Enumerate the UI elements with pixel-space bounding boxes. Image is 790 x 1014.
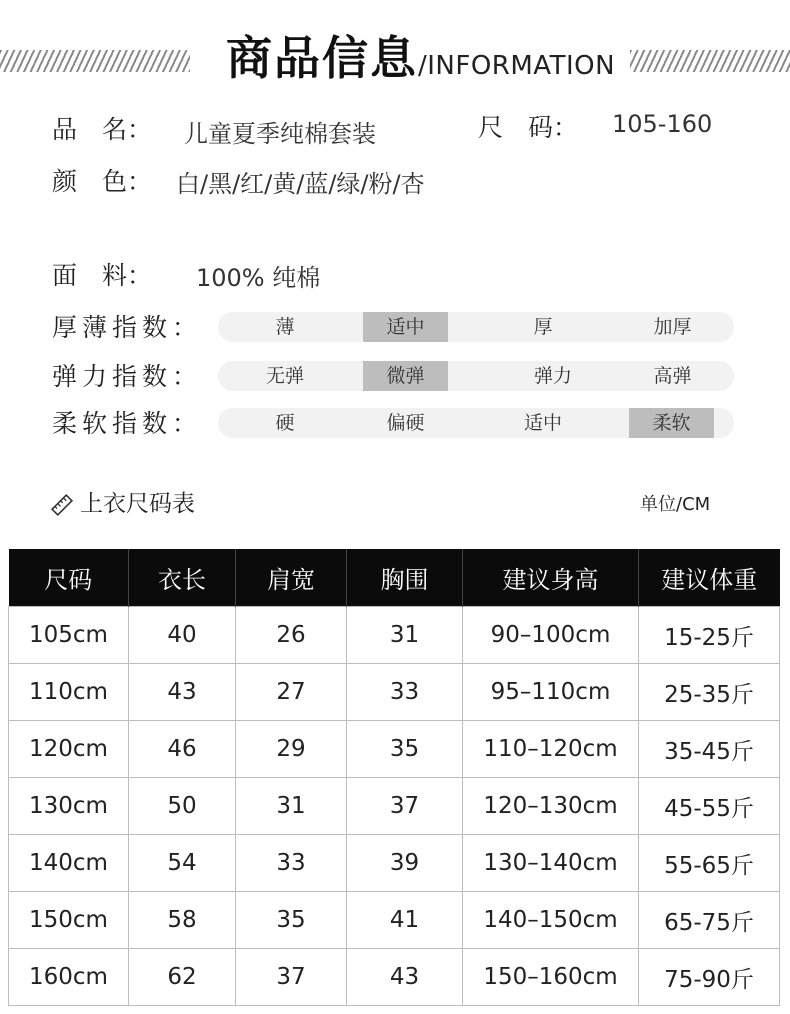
table-cell: 43 (347, 949, 463, 1006)
table-row (9, 778, 780, 835)
thickness-index-bar (218, 312, 734, 342)
product-name-label: 品 名： (52, 115, 153, 144)
table-cell: 45-55斤 (639, 778, 780, 835)
page-title (226, 22, 615, 88)
table-cell: 75-90斤 (639, 949, 780, 1006)
title-english: /INFORMATION (418, 51, 616, 81)
table-cell: 46 (129, 721, 236, 778)
thickness-index-label: 厚薄指数： (52, 313, 203, 342)
table-cell: 58 (129, 892, 236, 949)
material-value: 100% 纯棉 (196, 264, 321, 292)
table-cell: 130cm (9, 778, 129, 835)
table-cell: 41 (347, 892, 463, 949)
ruler-icon (50, 493, 74, 517)
table-row (9, 949, 780, 1006)
table-row (9, 835, 780, 892)
product-name-value: 儿童夏季纯棉套装 (184, 120, 376, 148)
elasticity-index-label: 弹力指数： (52, 362, 203, 391)
table-cell: 140–150cm (463, 892, 639, 949)
softness-index-bar (218, 408, 734, 438)
table-cell: 95–110cm (463, 664, 639, 721)
thickness-index-row (0, 310, 790, 346)
table-cell: 65-75斤 (639, 892, 780, 949)
column-header: 肩宽 (236, 549, 347, 607)
index-option: 高弹 (653, 365, 692, 387)
index-option: 弹力 (533, 365, 572, 387)
color-label: 颜 色： (52, 167, 153, 196)
table-cell: 150–160cm (463, 949, 639, 1006)
unit-label: 单位/CM (640, 494, 711, 515)
index-option: 无弹 (265, 365, 304, 387)
table-row (9, 892, 780, 949)
table-cell: 110cm (9, 664, 129, 721)
table-cell: 50 (129, 778, 236, 835)
softness-index-row (0, 406, 790, 442)
table-cell: 120cm (9, 721, 129, 778)
table-cell: 15-25斤 (639, 607, 780, 664)
table-row (9, 607, 780, 664)
index-option-selected: 适中 (363, 312, 448, 342)
table-cell: 130–140cm (463, 835, 639, 892)
table-cell: 26 (236, 607, 347, 664)
column-header: 建议体重 (639, 549, 780, 607)
title-chinese: 商品信息 (226, 31, 418, 85)
table-cell: 110–120cm (463, 721, 639, 778)
table-cell: 105cm (9, 607, 129, 664)
material-label: 面 料： (52, 261, 153, 290)
index-option: 硬 (275, 412, 295, 434)
column-header: 胸围 (347, 549, 463, 607)
softness-index-label: 柔软指数： (52, 409, 203, 438)
column-header: 衣长 (129, 549, 236, 607)
table-cell: 43 (129, 664, 236, 721)
index-option-selected: 柔软 (629, 408, 714, 438)
table-cell: 33 (347, 664, 463, 721)
table-cell: 39 (347, 835, 463, 892)
table-row (9, 721, 780, 778)
table-cell: 33 (236, 835, 347, 892)
table-cell: 37 (236, 949, 347, 1006)
decorative-hatch-left (0, 50, 190, 72)
decorative-hatch-right (630, 50, 790, 72)
elasticity-index-row (0, 359, 790, 395)
table-cell: 31 (347, 607, 463, 664)
table-cell: 35-45斤 (639, 721, 780, 778)
table-cell: 27 (236, 664, 347, 721)
table-cell: 37 (347, 778, 463, 835)
size-range-value: 105-160 (612, 110, 713, 138)
index-option: 薄 (275, 316, 295, 338)
table-cell: 25-35斤 (639, 664, 780, 721)
table-cell: 35 (236, 892, 347, 949)
size-chart-title: 上衣尺码表 (80, 491, 195, 517)
table-cell: 150cm (9, 892, 129, 949)
index-option: 加厚 (653, 316, 692, 338)
table-cell: 120–130cm (463, 778, 639, 835)
table-cell: 55-65斤 (639, 835, 780, 892)
index-option-selected: 微弹 (363, 361, 448, 391)
size-range-label: 尺 码： (478, 113, 579, 142)
table-cell: 140cm (9, 835, 129, 892)
table-cell: 90–100cm (463, 607, 639, 664)
size-chart-table (8, 549, 780, 1006)
index-option: 偏硬 (386, 412, 425, 434)
color-value: 白/黑/红/黄/蓝/绿/粉/杏 (176, 170, 425, 198)
size-chart-header (50, 486, 195, 522)
table-cell: 54 (129, 835, 236, 892)
column-header: 尺码 (9, 549, 129, 607)
table-cell: 62 (129, 949, 236, 1006)
table-row (9, 664, 780, 721)
table-cell: 40 (129, 607, 236, 664)
elasticity-index-bar (218, 361, 734, 391)
table-header-row (9, 549, 780, 607)
table-cell: 35 (347, 721, 463, 778)
table-cell: 31 (236, 778, 347, 835)
column-header: 建议身高 (463, 549, 639, 607)
index-option: 厚 (533, 316, 553, 338)
index-option: 适中 (523, 412, 562, 434)
table-cell: 160cm (9, 949, 129, 1006)
table-cell: 29 (236, 721, 347, 778)
